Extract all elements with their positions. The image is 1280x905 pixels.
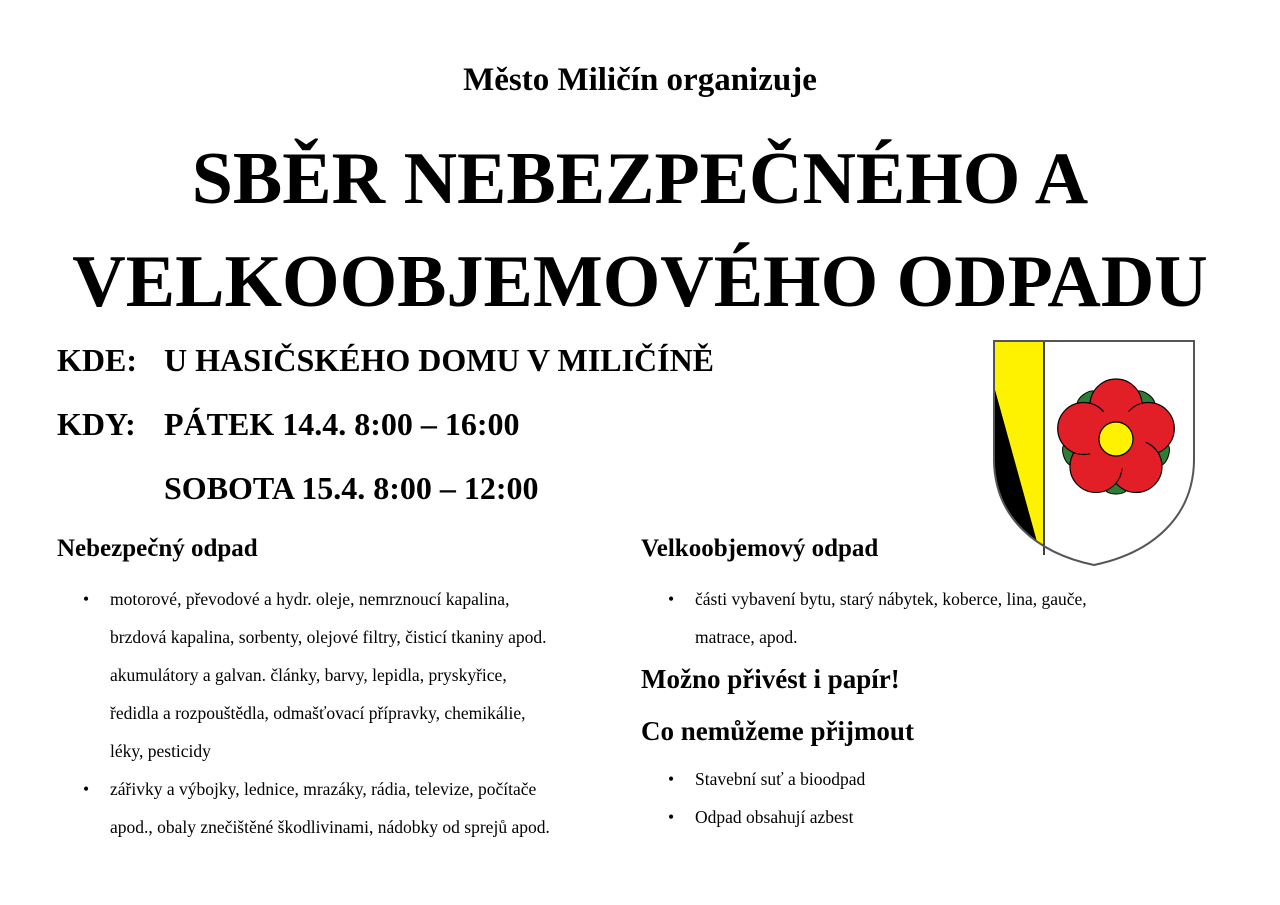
organizer-line: Město Miličín organizuje: [463, 62, 817, 98]
when-row-2: [57, 470, 539, 507]
hazardous-list: [83, 580, 643, 846]
title-line-2: VELKOOBJEMOVÉHO ODPADU: [72, 241, 1208, 323]
rejected-list: [668, 760, 1188, 836]
when-label: KDY:: [57, 406, 136, 442]
when-day1: PÁTEK 14.4. 8:00 – 16:00: [164, 406, 520, 442]
where-value: U HASIČSKÉHO DOMU V MILIČÍNĚ: [164, 342, 715, 378]
where-row: [57, 342, 714, 379]
list-item: • Stavební suť a bioodpad: [668, 760, 1188, 798]
bulky-list: [668, 580, 1188, 656]
list-item: • zářivky a výbojky, lednice, mrazáky, rádia, televize, počítače apod., obaly znečištěné škodlivinami, nádobky od sprejů apod.: [83, 770, 643, 846]
list-item: • části vybavení bytu, starý nábytek, koberce, lina, gauče, matrace, apod.: [668, 580, 1188, 656]
list-item: • Odpad obsahují azbest: [668, 798, 1188, 836]
hazardous-heading: Nebezpečný odpad: [57, 535, 258, 562]
paper-note: Možno přivést i papír!: [641, 664, 900, 694]
rejected-heading: Co nemůžeme přijmout: [641, 716, 914, 746]
where-label: KDE:: [57, 342, 137, 378]
when-row: [57, 406, 520, 443]
when-day2: SOBOTA 15.4. 8:00 – 12:00: [164, 470, 539, 506]
poster-title: [0, 128, 1280, 334]
town-crest-icon: [992, 339, 1196, 567]
bulky-heading: Velkoobjemový odpad: [641, 535, 879, 562]
title-line-1: SBĚR NEBEZPEČNÉHO A: [191, 138, 1089, 220]
list-item: • motorové, převodové a hydr. oleje, nemrznoucí kapalina, brzdová kapalina, sorbenty, olejové filtry, čisticí tkaniny apod. akumulátory a galvan. články, barvy, lepidla, pryskyřice, ředidla a rozpouštědla, odmašťovací přípravky, chemikálie, léky, pesticidy: [83, 580, 643, 770]
